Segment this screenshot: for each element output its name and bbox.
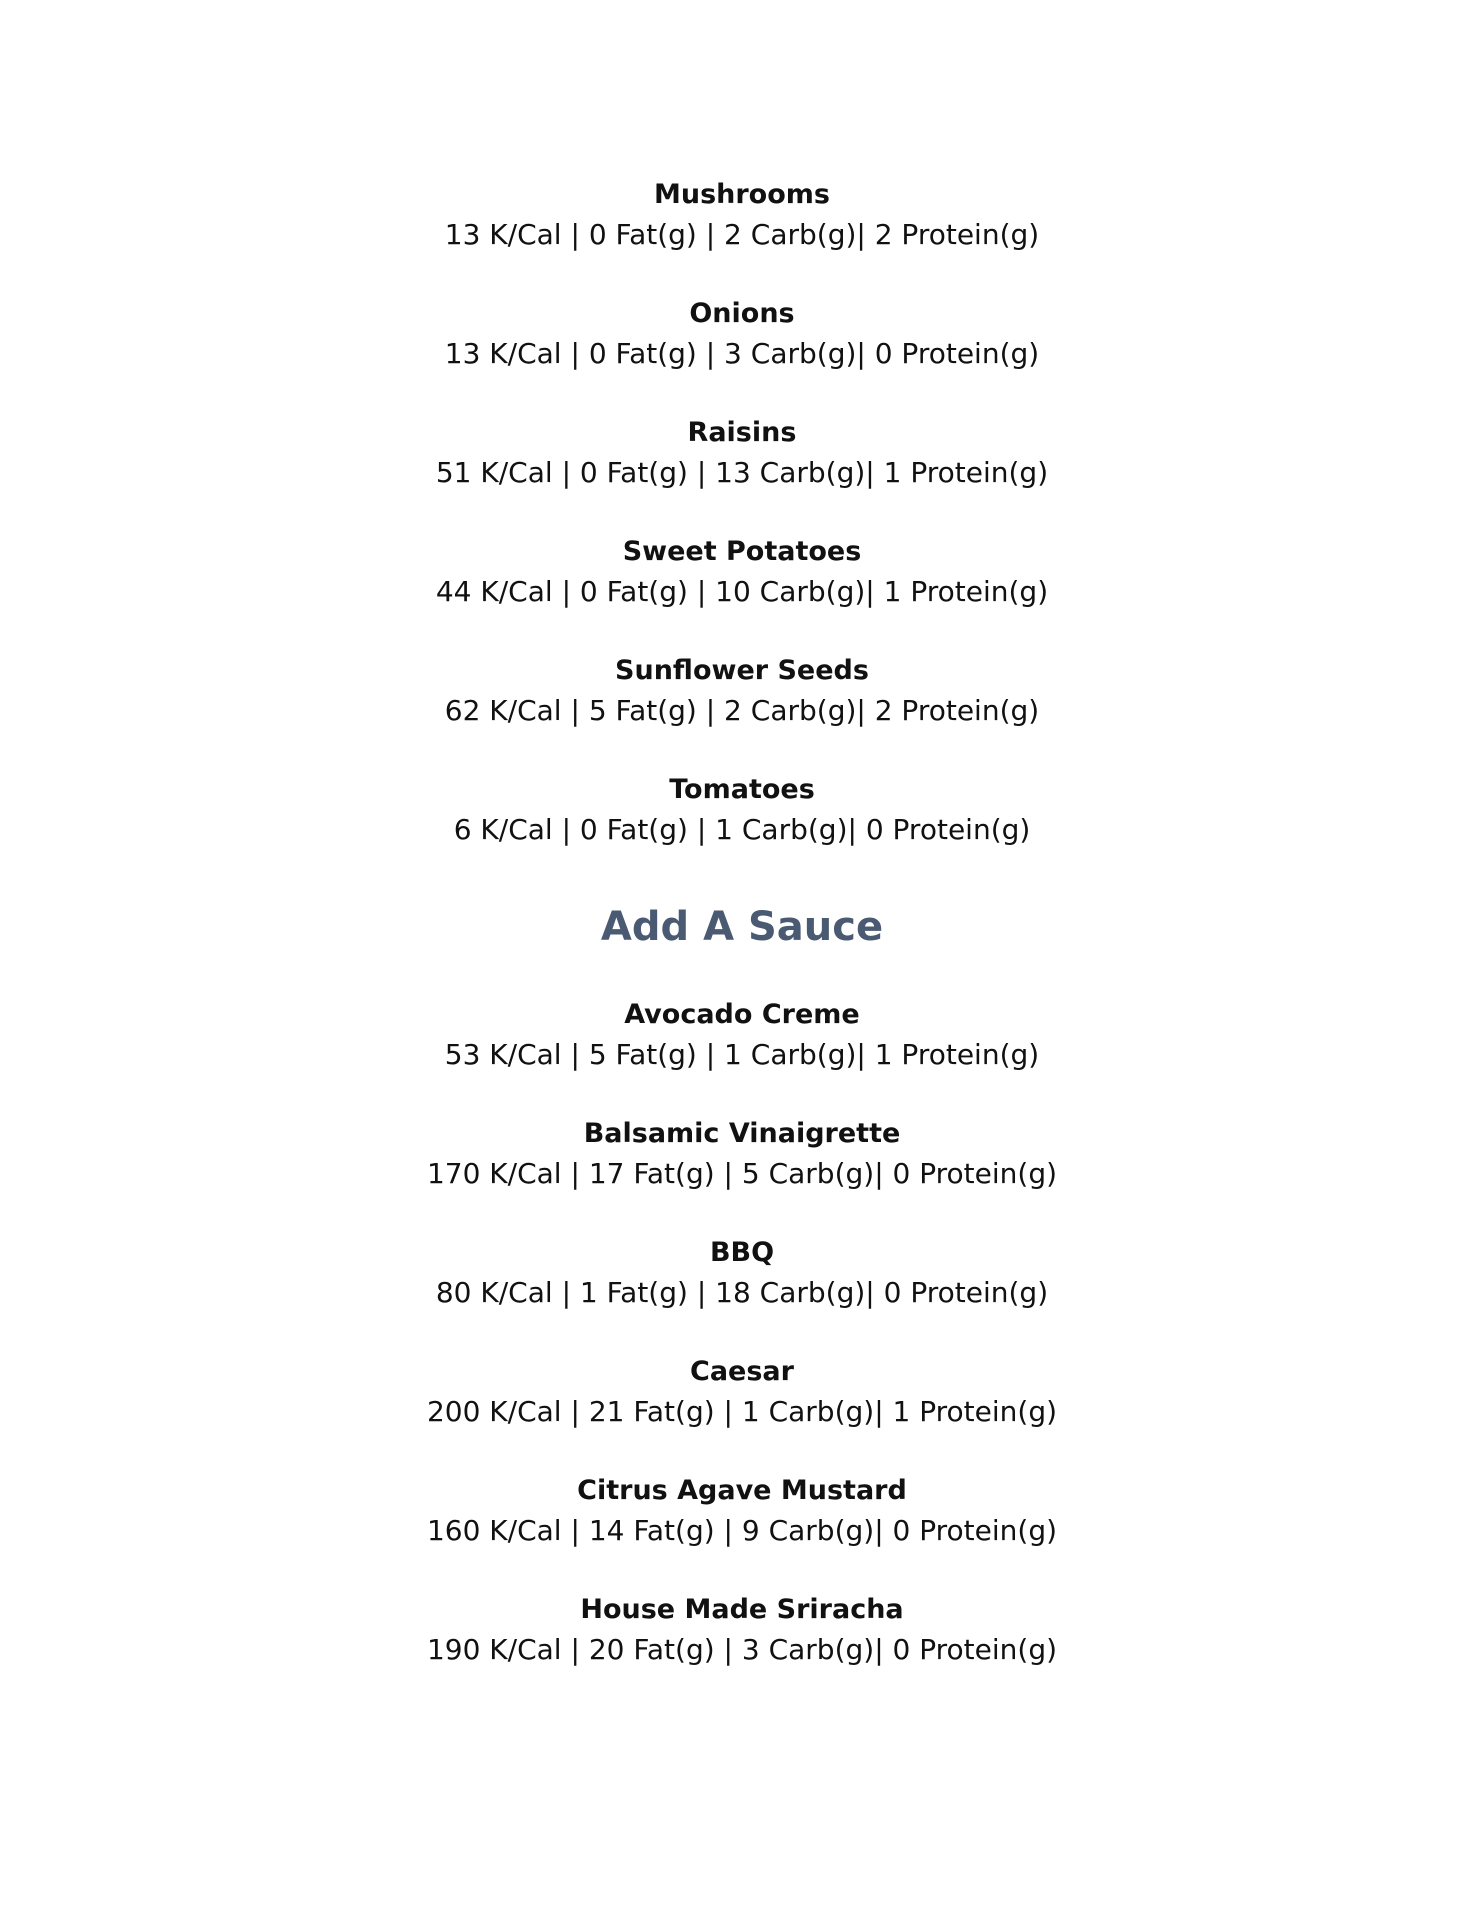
- list-item: [0, 413, 1484, 532]
- list-item: [0, 1352, 1484, 1471]
- list-item: [0, 532, 1484, 651]
- list-item: [0, 1233, 1484, 1352]
- sauce-list: [0, 995, 1484, 1709]
- item-nutrition: 62 K/Cal | 5 Fat(g) | 2 Carb(g)| 2 Protein(g): [444, 694, 1040, 727]
- list-item: [0, 770, 1484, 889]
- item-nutrition: 6 K/Cal | 0 Fat(g) | 1 Carb(g)| 0 Protein(g): [453, 813, 1031, 846]
- item-nutrition: 13 K/Cal | 0 Fat(g) | 3 Carb(g)| 0 Protein(g): [444, 337, 1040, 370]
- toppings-list: [0, 175, 1484, 889]
- item-name: Sunflower Seeds: [615, 655, 869, 686]
- item-name: Mushrooms: [653, 179, 830, 210]
- item-name: Sweet Potatoes: [622, 536, 862, 567]
- item-nutrition: 160 K/Cal | 14 Fat(g) | 9 Carb(g)| 0 Protein(g): [426, 1514, 1058, 1547]
- item-name: Citrus Agave Mustard: [577, 1475, 907, 1506]
- item-name: Tomatoes: [669, 774, 815, 805]
- list-item: [0, 175, 1484, 294]
- item-name: Onions: [689, 298, 795, 329]
- list-item: [0, 651, 1484, 770]
- item-name: Raisins: [687, 417, 797, 448]
- list-item: [0, 1114, 1484, 1233]
- list-item: [0, 1590, 1484, 1709]
- item-name: Balsamic Vinaigrette: [583, 1118, 901, 1149]
- item-nutrition: 80 K/Cal | 1 Fat(g) | 18 Carb(g)| 0 Protein(g): [435, 1276, 1049, 1309]
- item-name: Caesar: [690, 1356, 794, 1387]
- item-nutrition: 190 K/Cal | 20 Fat(g) | 3 Carb(g)| 0 Protein(g): [426, 1633, 1058, 1666]
- section-heading-sauce: Add A Sauce: [600, 904, 884, 950]
- list-item: [0, 995, 1484, 1114]
- item-name: BBQ: [709, 1237, 775, 1268]
- item-name: Avocado Creme: [624, 999, 860, 1030]
- list-item: [0, 1471, 1484, 1590]
- item-nutrition: 13 K/Cal | 0 Fat(g) | 2 Carb(g)| 2 Protein(g): [444, 218, 1040, 251]
- item-nutrition: 170 K/Cal | 17 Fat(g) | 5 Carb(g)| 0 Protein(g): [426, 1157, 1058, 1190]
- item-nutrition: 44 K/Cal | 0 Fat(g) | 10 Carb(g)| 1 Protein(g): [435, 575, 1049, 608]
- item-nutrition: 51 K/Cal | 0 Fat(g) | 13 Carb(g)| 1 Protein(g): [435, 456, 1049, 489]
- item-nutrition: 200 K/Cal | 21 Fat(g) | 1 Carb(g)| 1 Protein(g): [426, 1395, 1058, 1428]
- item-nutrition: 53 K/Cal | 5 Fat(g) | 1 Carb(g)| 1 Protein(g): [444, 1038, 1040, 1071]
- item-name: House Made Sriracha: [580, 1594, 904, 1625]
- list-item: [0, 294, 1484, 413]
